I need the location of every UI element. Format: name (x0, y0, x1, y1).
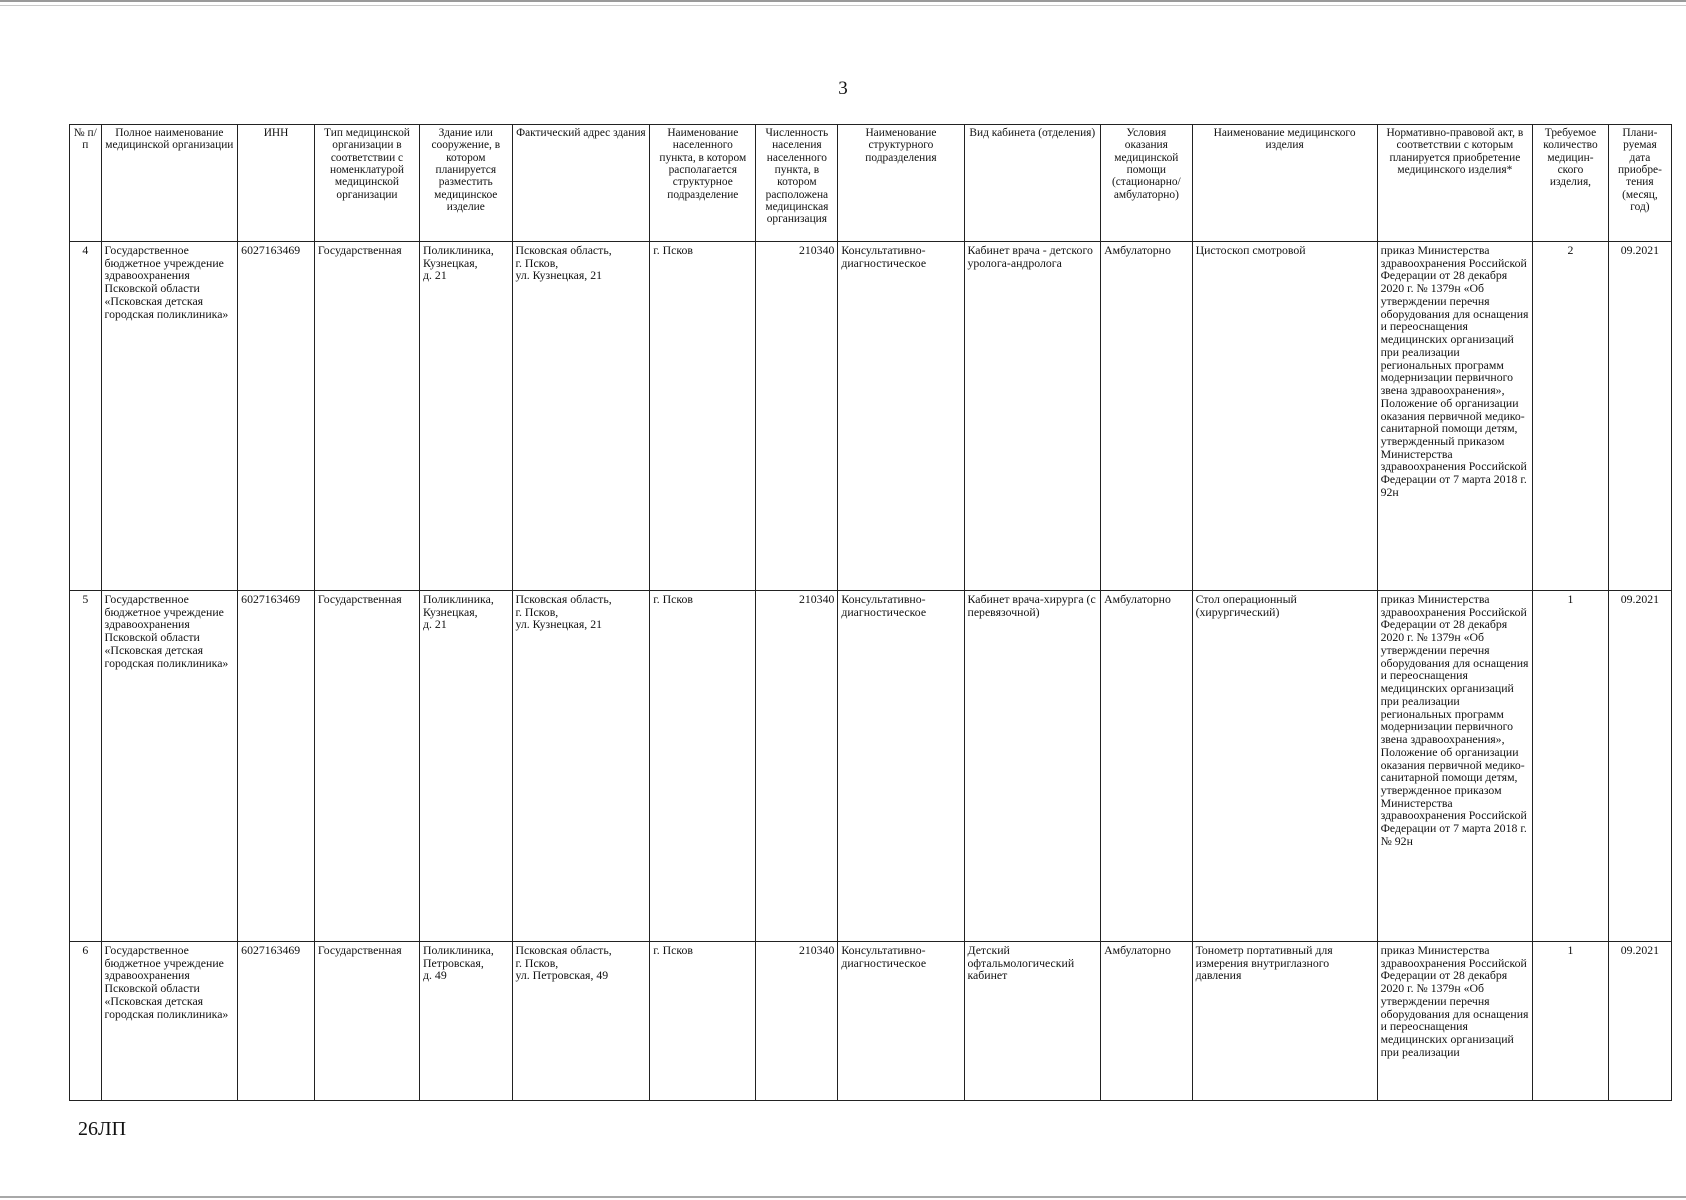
cell-conditions: Амбулаторно (1101, 242, 1192, 591)
col-header-organization: Полное наименование медицинской организации (101, 125, 238, 242)
cell-org-type: Государственная (314, 591, 419, 942)
cell-inn: 6027163469 (238, 591, 315, 942)
cell-locality: г. Псков (650, 242, 756, 591)
cell-quantity: 1 (1533, 942, 1609, 1101)
equipment-table (69, 124, 1672, 1101)
table-row (70, 242, 1672, 591)
cell-address: Псковская область, г. Псков, ул. Кузнецкая, 21 (512, 591, 650, 942)
col-header-inn: ИНН (238, 125, 315, 242)
col-header-locality: Наименование населенного пункта, в котором располагается структурное подразделение (650, 125, 756, 242)
scan-edge-top (0, 0, 1686, 12)
cell-organization: Государственное бюджетное учреждение здравоохранения Псковской области «Псковская детская городская поликлиника» (101, 591, 238, 942)
cell-building: Поликлиника, Кузнецкая, д. 21 (420, 591, 513, 942)
col-header-device: Наименование медицинского изделия (1192, 125, 1377, 242)
cell-date: 09.2021 (1608, 591, 1671, 942)
cell-population: 210340 (756, 242, 838, 591)
footer-code: 26ЛП (78, 1118, 127, 1140)
cell-device: Стол операционный (хирургический) (1192, 591, 1377, 942)
cell-locality: г. Псков (650, 591, 756, 942)
cell-inn: 6027163469 (238, 942, 315, 1101)
cell-device: Цистоскоп смотровой (1192, 242, 1377, 591)
cell-date: 09.2021 (1608, 242, 1671, 591)
col-header-conditions: Условия оказания медицинской помощи (стационарно/ амбулаторно) (1101, 125, 1192, 242)
cell-address: Псковская область, г. Псков, ул. Кузнецкая, 21 (512, 242, 650, 591)
col-header-cabinet: Вид кабинета (отделения) (964, 125, 1101, 242)
col-header-address: Фактический адрес здания (512, 125, 650, 242)
cell-cabinet: Кабинет врача-хирурга (с перевязочной) (964, 591, 1101, 942)
cell-device: Тонометр портативный для измерения внутриглазного давления (1192, 942, 1377, 1101)
cell-unit: Консультативно-диагностическое (838, 591, 964, 942)
cell-conditions: Амбулаторно (1101, 942, 1192, 1101)
cell-population: 210340 (756, 591, 838, 942)
scan-edge-bottom (0, 1194, 1686, 1200)
col-header-date: Плани-руемая дата приобре-тения (месяц, год) (1608, 125, 1671, 242)
cell-population: 210340 (756, 942, 838, 1101)
cell-organization: Государственное бюджетное учреждение здравоохранения Псковской области «Псковская детская городская поликлиника» (101, 942, 238, 1101)
cell-legal-act: приказ Министерства здравоохранения Российской Федерации от 28 декабря 2020 г. № 1379н «Об утверждении перечня оборудования для оснащения и переоснащения медицинских организаций при реализации (1377, 942, 1533, 1101)
cell-conditions: Амбулаторно (1101, 591, 1192, 942)
col-header-org-type: Тип медицинской организации в соответствии с номенклатурой медицинской организации (314, 125, 419, 242)
cell-org-type: Государственная (314, 942, 419, 1101)
table-row (70, 591, 1672, 942)
cell-legal-act: приказ Министерства здравоохранения Российской Федерации от 28 декабря 2020 г. № 1379н «Об утверждении перечня оборудования для оснащения и переоснащения медицинских организаций при реализации региональных программ модернизации первичного звена здравоохранения», Положение об организации оказания первичной медико-санитарной помощи детям, утвержденный приказом Министерства здравоохранения Российской Федерации от 7 марта 2018 г. 92н (1377, 242, 1533, 591)
table-row (70, 942, 1672, 1101)
cell-legal-act: приказ Министерства здравоохранения Российской Федерации от 28 декабря 2020 г. № 1379н «Об утверждении перечня оборудования для оснащения и переоснащения медицинских организаций при реализации региональных программ модернизации первичного звена здравоохранения», Положение об организации оказания первичной медико-санитарной помощи детям, утвержденное приказом Министерства здравоохранения Российской Федерации от 7 марта 2018 г. № 92н (1377, 591, 1533, 942)
cell-number: 4 (70, 242, 102, 591)
col-header-number: № п/п (70, 125, 102, 242)
cell-cabinet: Кабинет врача - детского уролога-андролога (964, 242, 1101, 591)
col-header-quantity: Требуемое количество медицин-ского изделия, (1533, 125, 1609, 242)
cell-date: 09.2021 (1608, 942, 1671, 1101)
cell-number: 6 (70, 942, 102, 1101)
col-header-legal-act: Нормативно-правовой акт, в соответствии с которым планируется приобретение медицинского изделия* (1377, 125, 1533, 242)
cell-organization: Государственное бюджетное учреждение здравоохранения Псковской области «Псковская детская городская поликлиника» (101, 242, 238, 591)
table-header-row (70, 125, 1672, 242)
cell-address: Псковская область, г. Псков, ул. Петровская, 49 (512, 942, 650, 1101)
col-header-unit: Наименование структурного подразделения (838, 125, 964, 242)
cell-cabinet: Детский офтальмологический кабинет (964, 942, 1101, 1101)
cell-number: 5 (70, 591, 102, 942)
cell-unit: Консультативно-диагностическое (838, 942, 964, 1101)
cell-building: Поликлиника, Петровская, д. 49 (420, 942, 513, 1101)
cell-org-type: Государственная (314, 242, 419, 591)
cell-inn: 6027163469 (238, 242, 315, 591)
col-header-building: Здание или сооружение, в котором планируется разместить медицинское изделие (420, 125, 513, 242)
cell-quantity: 1 (1533, 591, 1609, 942)
page-number: 3 (838, 78, 848, 99)
cell-building: Поликлиника, Кузнецкая, д. 21 (420, 242, 513, 591)
cell-locality: г. Псков (650, 942, 756, 1101)
cell-quantity: 2 (1533, 242, 1609, 591)
cell-unit: Консультативно-диагностическое (838, 242, 964, 591)
col-header-population: Численность населения населенного пункта, в котором расположена медицинская организация (756, 125, 838, 242)
